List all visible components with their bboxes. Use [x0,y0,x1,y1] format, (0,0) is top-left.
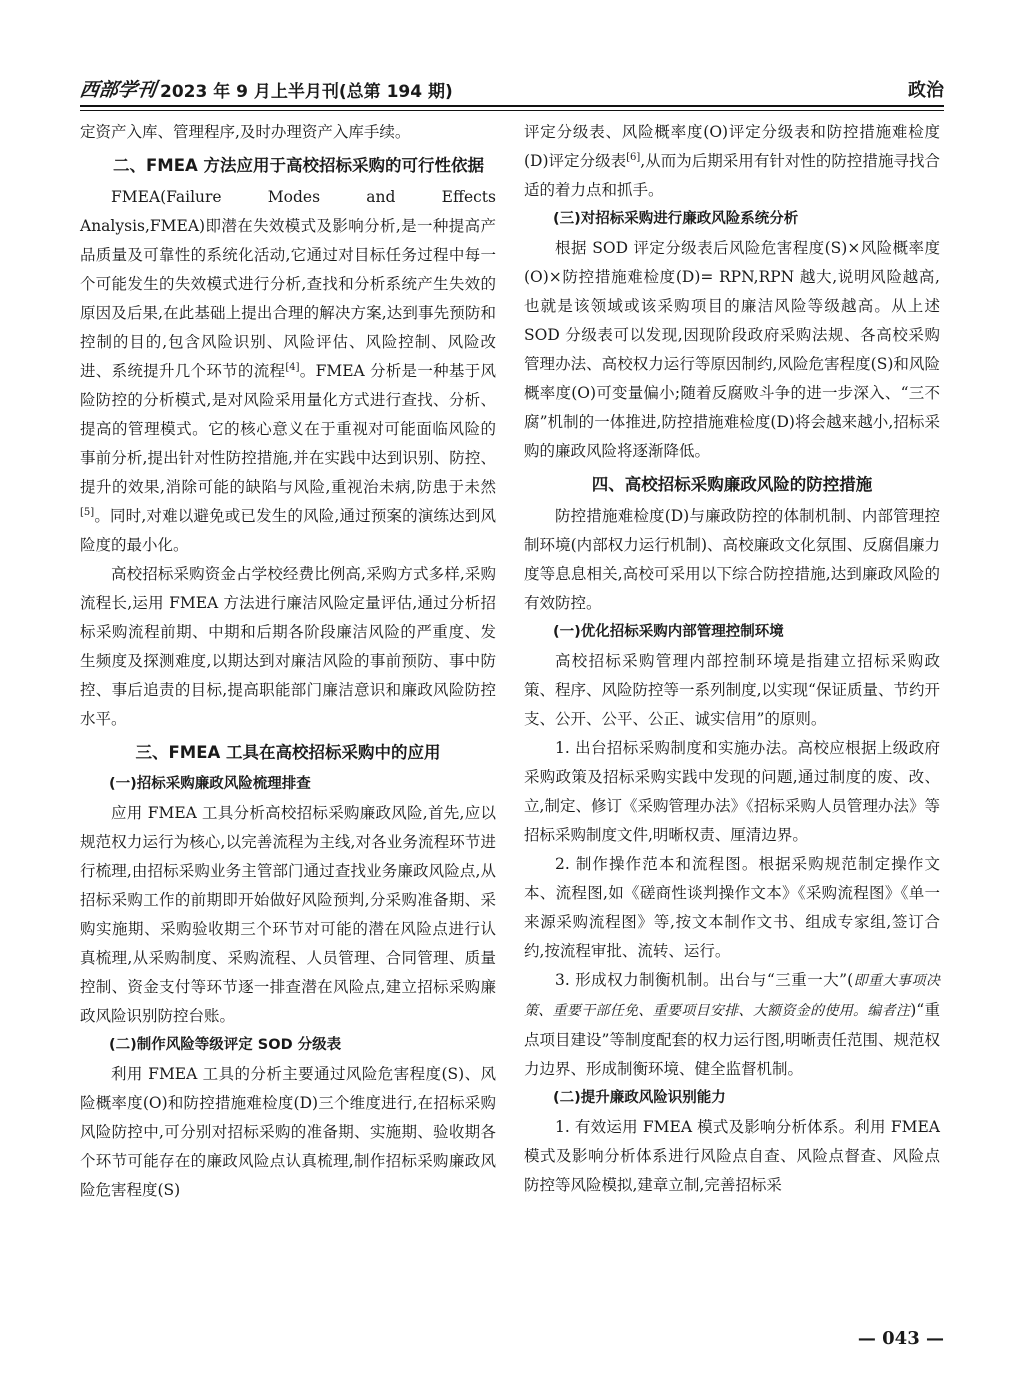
paragraph: 定资产入库、管理程序,及时办理资产入库手续。 [80,123,411,141]
paragraph: 防控措施难检度(D)与廉政防控的体制机制、内部管理控制环境(内部权力运行机制)、高校廉政文化氛围、反腐倡廉力度等息息相关,高校可采用以下综合防控措施,达到廉政风险的有效防控。 [524,507,940,612]
header-left [80,75,453,102]
running-header [80,70,944,102]
subsection-heading: (一)招标采购廉政风险梳理排查 [109,776,311,792]
editor-note: 即重大事项决策、重要干部任免、重要项目安排、大额资金的使用。编者注 [524,973,940,1019]
paragraph: 根据 SOD 评定分级表后风险危害程度(S)×风险概率度(O)×防控措施难检度(D)= RPN,RPN 越大,说明风险越高,也就是该领域或该采购项目的廉洁风险等级越高。从上述 SOD 分级表可以发现,因现阶段政府采购法规、各高校采购管理办法、高校权力运行等原因制约,风险危害程度(S)和风险概率度(O)可变量偏小;随着反腐败斗争的进一步深入、“三不腐”机制的一体推进,防控措施难检度(D)将会越来越小,招标采购的廉政风险将逐渐降低。 [524,239,940,460]
paragraph: 2. 制作操作范本和流程图。根据采购规范制定操作文本、流程图,如《磋商性谈判操作文本》《采购流程图》《单一来源采购流程图》等,按文本制作文书、组成专家组,签订合约,按流程审批、流转、运行。 [524,855,940,960]
paragraph: 应用 FMEA 工具分析高校招标采购廉政风险,首先,应以规范权力运行为核心,以完善流程为主线,对各业务流程环节进行梳理,由招标采购业务主管部门通过查找业务廉政风险点,从招标采购工作的前期即开始做好风险预判,分采购准备期、采购实施期、采购验收期三个环节对可能的潜在风险点进行认真梳理,从采购制度、采购流程、人员管理、合同管理、质量控制、资金支付等环节逐一排查潜在风险点,建立招标采购廉政风险识别防控台账。 [80,804,496,1025]
subsection-heading: (二)提升廉政风险识别能力 [553,1090,726,1106]
paragraph: 利用 FMEA 工具的分析主要通过风险危害程度(S)、风险概率度(O)和防控措施难检度(D)三个维度进行,在招标采购风险防控中,可分别对招标采购的准备期、实施期、验收期各个环节可能存在的廉政风险点认真梳理,制作招标采购廉政风险危害程度(S) [80,1065,496,1199]
subsection-heading: (三)对招标采购进行廉政风险系统分析 [553,211,799,227]
paragraph: 1. 有效运用 FMEA 模式及影响分析体系。利用 FMEA 模式及影响分析体系进行风险点自查、风险点督查、风险点防控等风险模拟,建章立制,完善招标采 [524,1118,940,1194]
page-number: — 043 — [857,1328,944,1349]
paragraph: 高校招标采购资金占学校经费比例高,采购方式多样,采购流程长,运用 FMEA 方法进行廉洁风险定量评估,通过分析招标采购流程前期、中期和后期各阶段廉洁风险的严重度、发生频度及探测难度,以期达到对廉洁风险的事前预防、事中防控、事后追责的目标,提高职能部门廉洁意识和廉政风险防控水平。 [80,565,496,728]
paragraph: 3. 形成权力制衡机制。出台与“三重一大”(即重大事项决策、重要干部任免、重要项目安排、大额资金的使用。编者注)“重点项目建设”等制度配套的权力运行图,明晰责任范围、规范权力边界、形成制衡环境、健全监督机制。 [524,971,940,1078]
subsection-heading: (一)优化招标采购内部管理控制环境 [553,624,784,640]
citation: [6] [626,151,641,163]
section-name: 政治 [908,80,944,101]
citation: [5] [80,506,95,518]
left-column [80,118,496,1205]
paragraph: FMEA(Failure Modes and Effects Analysis,FMEA)即潜在失效模式及影响分析,是一种提高产品质量及可靠性的系统化活动,它通过对目标任务过程中每一个可能发生的失效模式进行分析,查找和分析系统产生失效的原因及后果,在此基础上提出合理的解决方案,达到事先预防和控制的目的,包含风险识别、风险评估、风险控制、风险改进、系统提升几个环节的流程[4]。FMEA 分析是一种基于风险防控的分析模式,是对风险采用量化方式进行查找、分析、提高的管理模式。它的核心意义在于重视对可能面临风险的事前分析,提出针对性防控措施,并在实践中达到识别、防控、提升的效果,消除可能的缺陷与风险,重视治未病,防患于未然[5]。同时,对难以避免或已发生的风险,通过预案的演练达到风险度的最小化。 [80,188,496,554]
header-rule [80,105,944,107]
paragraph: 高校招标采购管理内部控制环境是指建立招标采购政策、程序、风险防控等一系列制度,以实现“保证质量、节约开支、公开、公平、公正、诚实信用”的原则。 [524,652,940,728]
section-heading: 三、FMEA 工具在高校招标采购中的应用 [135,743,441,762]
subsection-heading: (二)制作风险等级评定 SOD 分级表 [109,1037,342,1053]
section-heading: 二、FMEA 方法应用于高校招标采购的可行性依据 [113,156,484,175]
section-heading: 四、高校招标采购廉政风险的防控措施 [591,475,873,494]
journal-logo: 西部学刊 [78,79,158,101]
paragraph: 评定分级表、风险概率度(O)评定分级表和防控措施难检度(D)评定分级表[6],从而为后期采用有针对性的防控措施寻找合适的着力点和抓手。 [524,123,940,199]
right-column [524,118,940,1200]
citation: [4] [285,361,300,373]
issue-info: 2023 年 9 月上半月刊(总第 194 期) [160,82,453,102]
header-rule-thin [80,110,944,111]
paragraph: 1. 出台招标采购制度和实施办法。高校应根据上级政府采购政策及招标采购实践中发现的问题,通过制度的废、改、立,制定、修订《采购管理办法》《招标采购人员管理办法》等招标采购制度文件,明晰权责、厘清边界。 [524,739,940,844]
